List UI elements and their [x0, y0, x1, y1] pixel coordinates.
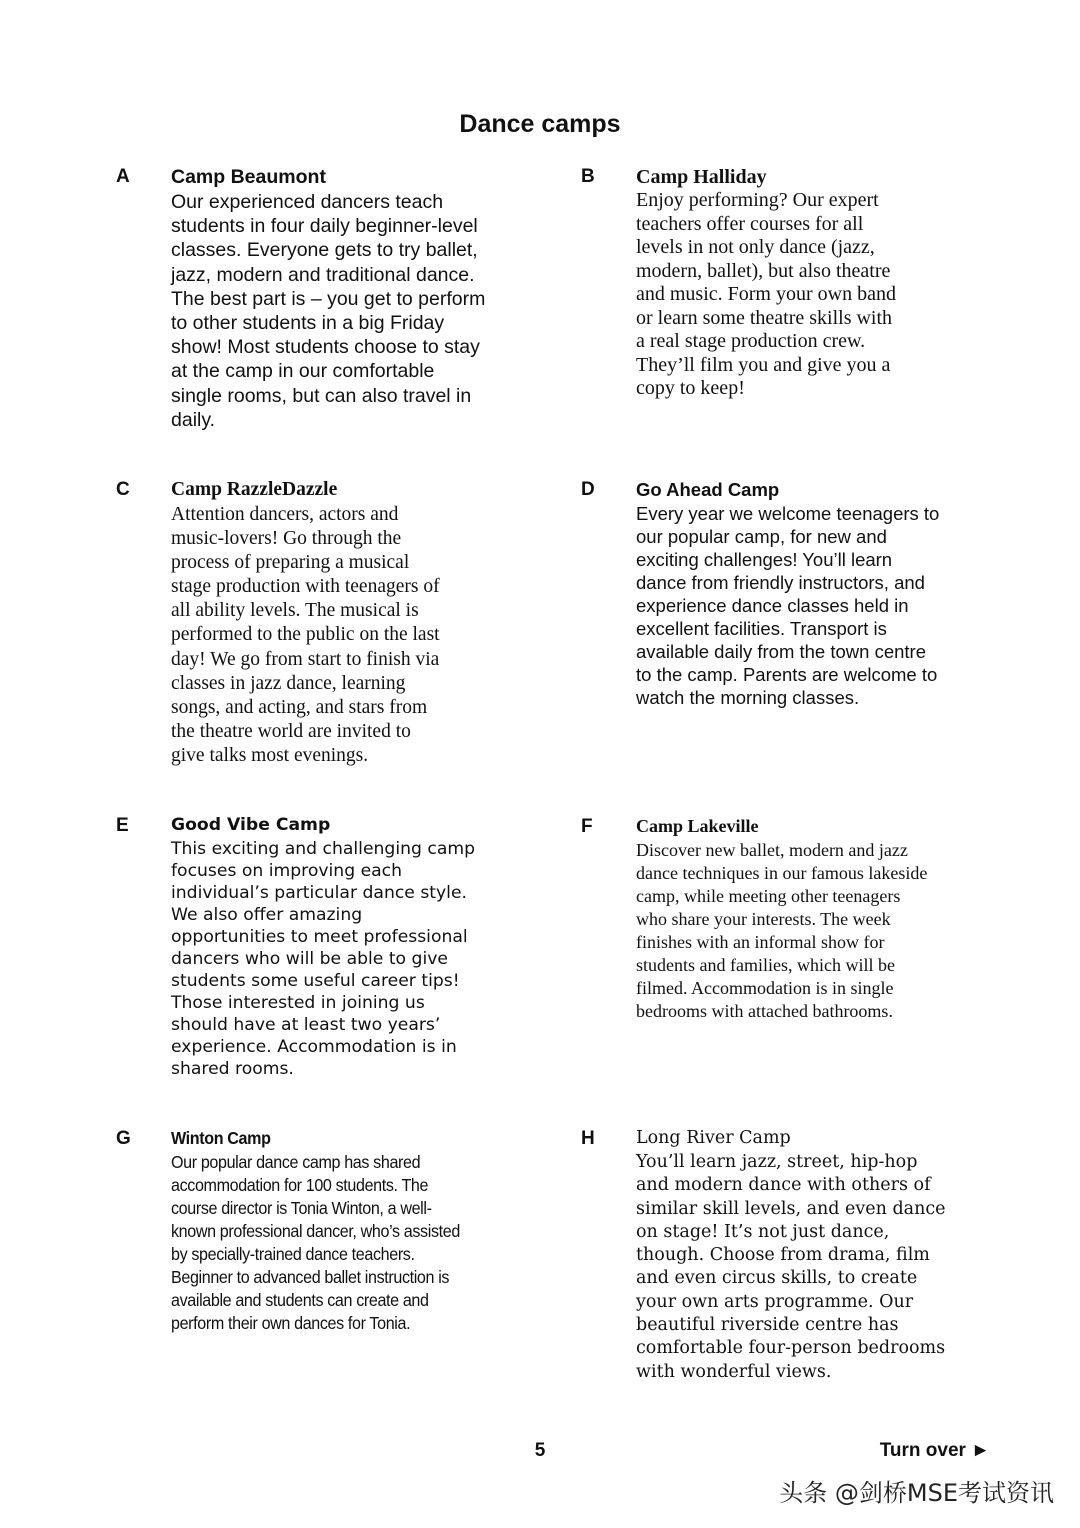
description-line: Discover new ballet, modern and jazz	[636, 840, 908, 860]
camp-description	[171, 838, 506, 1080]
description-line: experience dance classes held in	[636, 595, 909, 616]
description-line: They’ll film you and give you a	[636, 353, 891, 376]
description-line: We also offer amazing	[171, 905, 363, 925]
camp-letter: D	[581, 479, 595, 500]
description-line: classes in jazz dance, learning	[171, 672, 406, 694]
camp-name: Camp Halliday	[636, 166, 767, 188]
description-line: jazz, modern and traditional dance.	[171, 263, 475, 286]
description-line: dancers who will be able to give	[171, 949, 448, 969]
camp-letter: H	[581, 1128, 595, 1149]
description-line: single rooms, but can also travel in	[171, 384, 472, 407]
description-line: accommodation for 100 students. The	[171, 1175, 429, 1195]
camp-letter: C	[116, 479, 130, 500]
description-line: and music. Form your own band	[636, 283, 896, 305]
camp-name: Good Vibe Camp	[171, 815, 331, 835]
description-line: a real stage production crew.	[636, 330, 866, 352]
description-line: songs, and acting, and stars from	[171, 696, 428, 718]
camp-name: Camp Lakeville	[636, 816, 759, 836]
description-line: teachers offer courses for all	[636, 212, 864, 235]
description-line: stage production with teenagers of	[171, 576, 440, 598]
description-line: Beginner to advanced ballet instruction is	[171, 1267, 450, 1287]
camp-letter: F	[581, 816, 593, 837]
camp-letter: A	[116, 166, 130, 187]
description-line: opportunities to meet professional	[171, 927, 468, 947]
camp-letter: G	[116, 1128, 131, 1149]
camp-description	[636, 1151, 976, 1384]
description-line: by specially-trained dance teachers.	[171, 1244, 415, 1264]
camp-description	[636, 502, 976, 709]
description-line: though. Choose from drama, film	[636, 1245, 930, 1266]
page-title: Dance camps	[459, 110, 621, 138]
description-line: focuses on improving each	[171, 861, 403, 881]
description-line: Every year we welcome teenagers to	[636, 503, 940, 524]
description-line: Our experienced dancers teach	[171, 191, 444, 213]
description-line: Attention dancers, actors and	[171, 504, 399, 525]
camp-description	[636, 839, 976, 1023]
camp-description	[636, 189, 966, 401]
description-line: students in four daily beginner-level	[171, 215, 478, 238]
description-line: The best part is – you get to perform	[171, 287, 486, 310]
description-line: your own arts programme. Our	[636, 1291, 914, 1312]
description-line: Our popular dance camp has shared	[171, 1152, 421, 1172]
description-line: all ability levels. The musical is	[171, 600, 419, 622]
camp-letter: E	[116, 815, 129, 836]
description-line: to other students in a big Friday	[171, 312, 445, 335]
description-line: course director is Tonia Winton, a well-	[171, 1198, 432, 1218]
description-line: copy to keep!	[636, 377, 745, 399]
camp-description	[171, 1151, 484, 1335]
description-line: modern, ballet), but also theatre	[636, 259, 891, 282]
camp-name: Camp Beaumont	[171, 166, 326, 188]
description-line: Those interested in joining us	[171, 993, 425, 1013]
turn-over-label: Turn over ►	[879, 1440, 990, 1461]
description-line: individual’s particular dance style.	[171, 883, 467, 903]
description-line: This exciting and challenging camp	[171, 839, 476, 859]
description-line: with wonderful views.	[636, 1361, 832, 1382]
description-line: filmed. Accommodation is in single	[636, 978, 894, 998]
page-number: 5	[534, 1440, 546, 1461]
description-line: similar skill levels, and even dance	[636, 1198, 946, 1219]
description-line: the theatre world are invited to	[171, 720, 411, 742]
description-line: camp, while meeting other teenagers	[636, 886, 901, 906]
description-line: comfortable four-person bedrooms	[636, 1338, 946, 1359]
description-line: should have at least two years’	[171, 1015, 441, 1035]
description-line: perform their own dances for Tonia.	[171, 1313, 411, 1333]
description-line: music-lovers! Go through the	[171, 528, 402, 550]
description-line: beautiful riverside centre has	[636, 1315, 899, 1336]
description-line: classes. Everyone gets to try ballet,	[171, 239, 478, 262]
description-line: show! Most students choose to stay	[171, 336, 480, 359]
description-line: at the camp in our comfortable	[171, 360, 435, 383]
description-line: process of preparing a musical	[171, 552, 410, 574]
description-line: dance from friendly instructors, and	[636, 572, 925, 593]
description-line: bedrooms with attached bathrooms.	[636, 1001, 893, 1021]
description-line: available daily from the town centre	[636, 641, 926, 662]
description-line: on stage! It’s not just dance,	[636, 1221, 890, 1242]
description-line: students some useful career tips!	[171, 971, 460, 991]
description-line: Enjoy performing? Our expert	[636, 189, 879, 211]
description-line: watch the morning classes.	[636, 687, 860, 708]
description-line: and modern dance with others of	[636, 1175, 931, 1196]
description-line: students and families, which will be	[636, 955, 895, 975]
camp-name: Go Ahead Camp	[636, 479, 780, 500]
description-line: daily.	[171, 408, 216, 431]
description-line: levels in not only dance (jazz,	[636, 236, 875, 258]
watermark-text: 头条 @剑桥MSE考试资讯	[779, 1479, 1054, 1507]
camp-name: Winton Camp	[171, 1128, 271, 1148]
description-line: available and students can create and	[171, 1290, 429, 1310]
description-line: to the camp. Parents are welcome to	[636, 664, 938, 685]
description-line: exciting challenges! You’ll learn	[636, 549, 893, 570]
description-line: shared rooms.	[171, 1059, 294, 1079]
description-line: who share your interests. The week	[636, 909, 891, 929]
description-line: known professional dancer, who’s assisted	[171, 1221, 460, 1241]
camp-name: Camp RazzleDazzle	[171, 479, 338, 500]
camp-description	[171, 503, 501, 768]
camp-description	[171, 190, 511, 432]
description-line: or learn some theatre skills with	[636, 306, 893, 329]
camp-letter: B	[581, 166, 595, 187]
description-line: our popular camp, for new and	[636, 526, 887, 547]
description-line: day! We go from start to finish via	[171, 648, 440, 670]
description-line: dance techniques in our famous lakeside	[636, 863, 928, 883]
description-line: You’ll learn jazz, street, hip-hop	[636, 1152, 918, 1172]
description-line: performed to the public on the last	[171, 624, 440, 646]
description-line: finishes with an informal show for	[636, 932, 885, 952]
description-line: excellent facilities. Transport is	[636, 618, 887, 639]
description-line: give talks most evenings.	[171, 744, 369, 766]
camp-name: Long River Camp	[636, 1128, 791, 1148]
description-line: and even circus skills, to create	[636, 1268, 918, 1289]
description-line: experience. Accommodation is in	[171, 1037, 457, 1057]
